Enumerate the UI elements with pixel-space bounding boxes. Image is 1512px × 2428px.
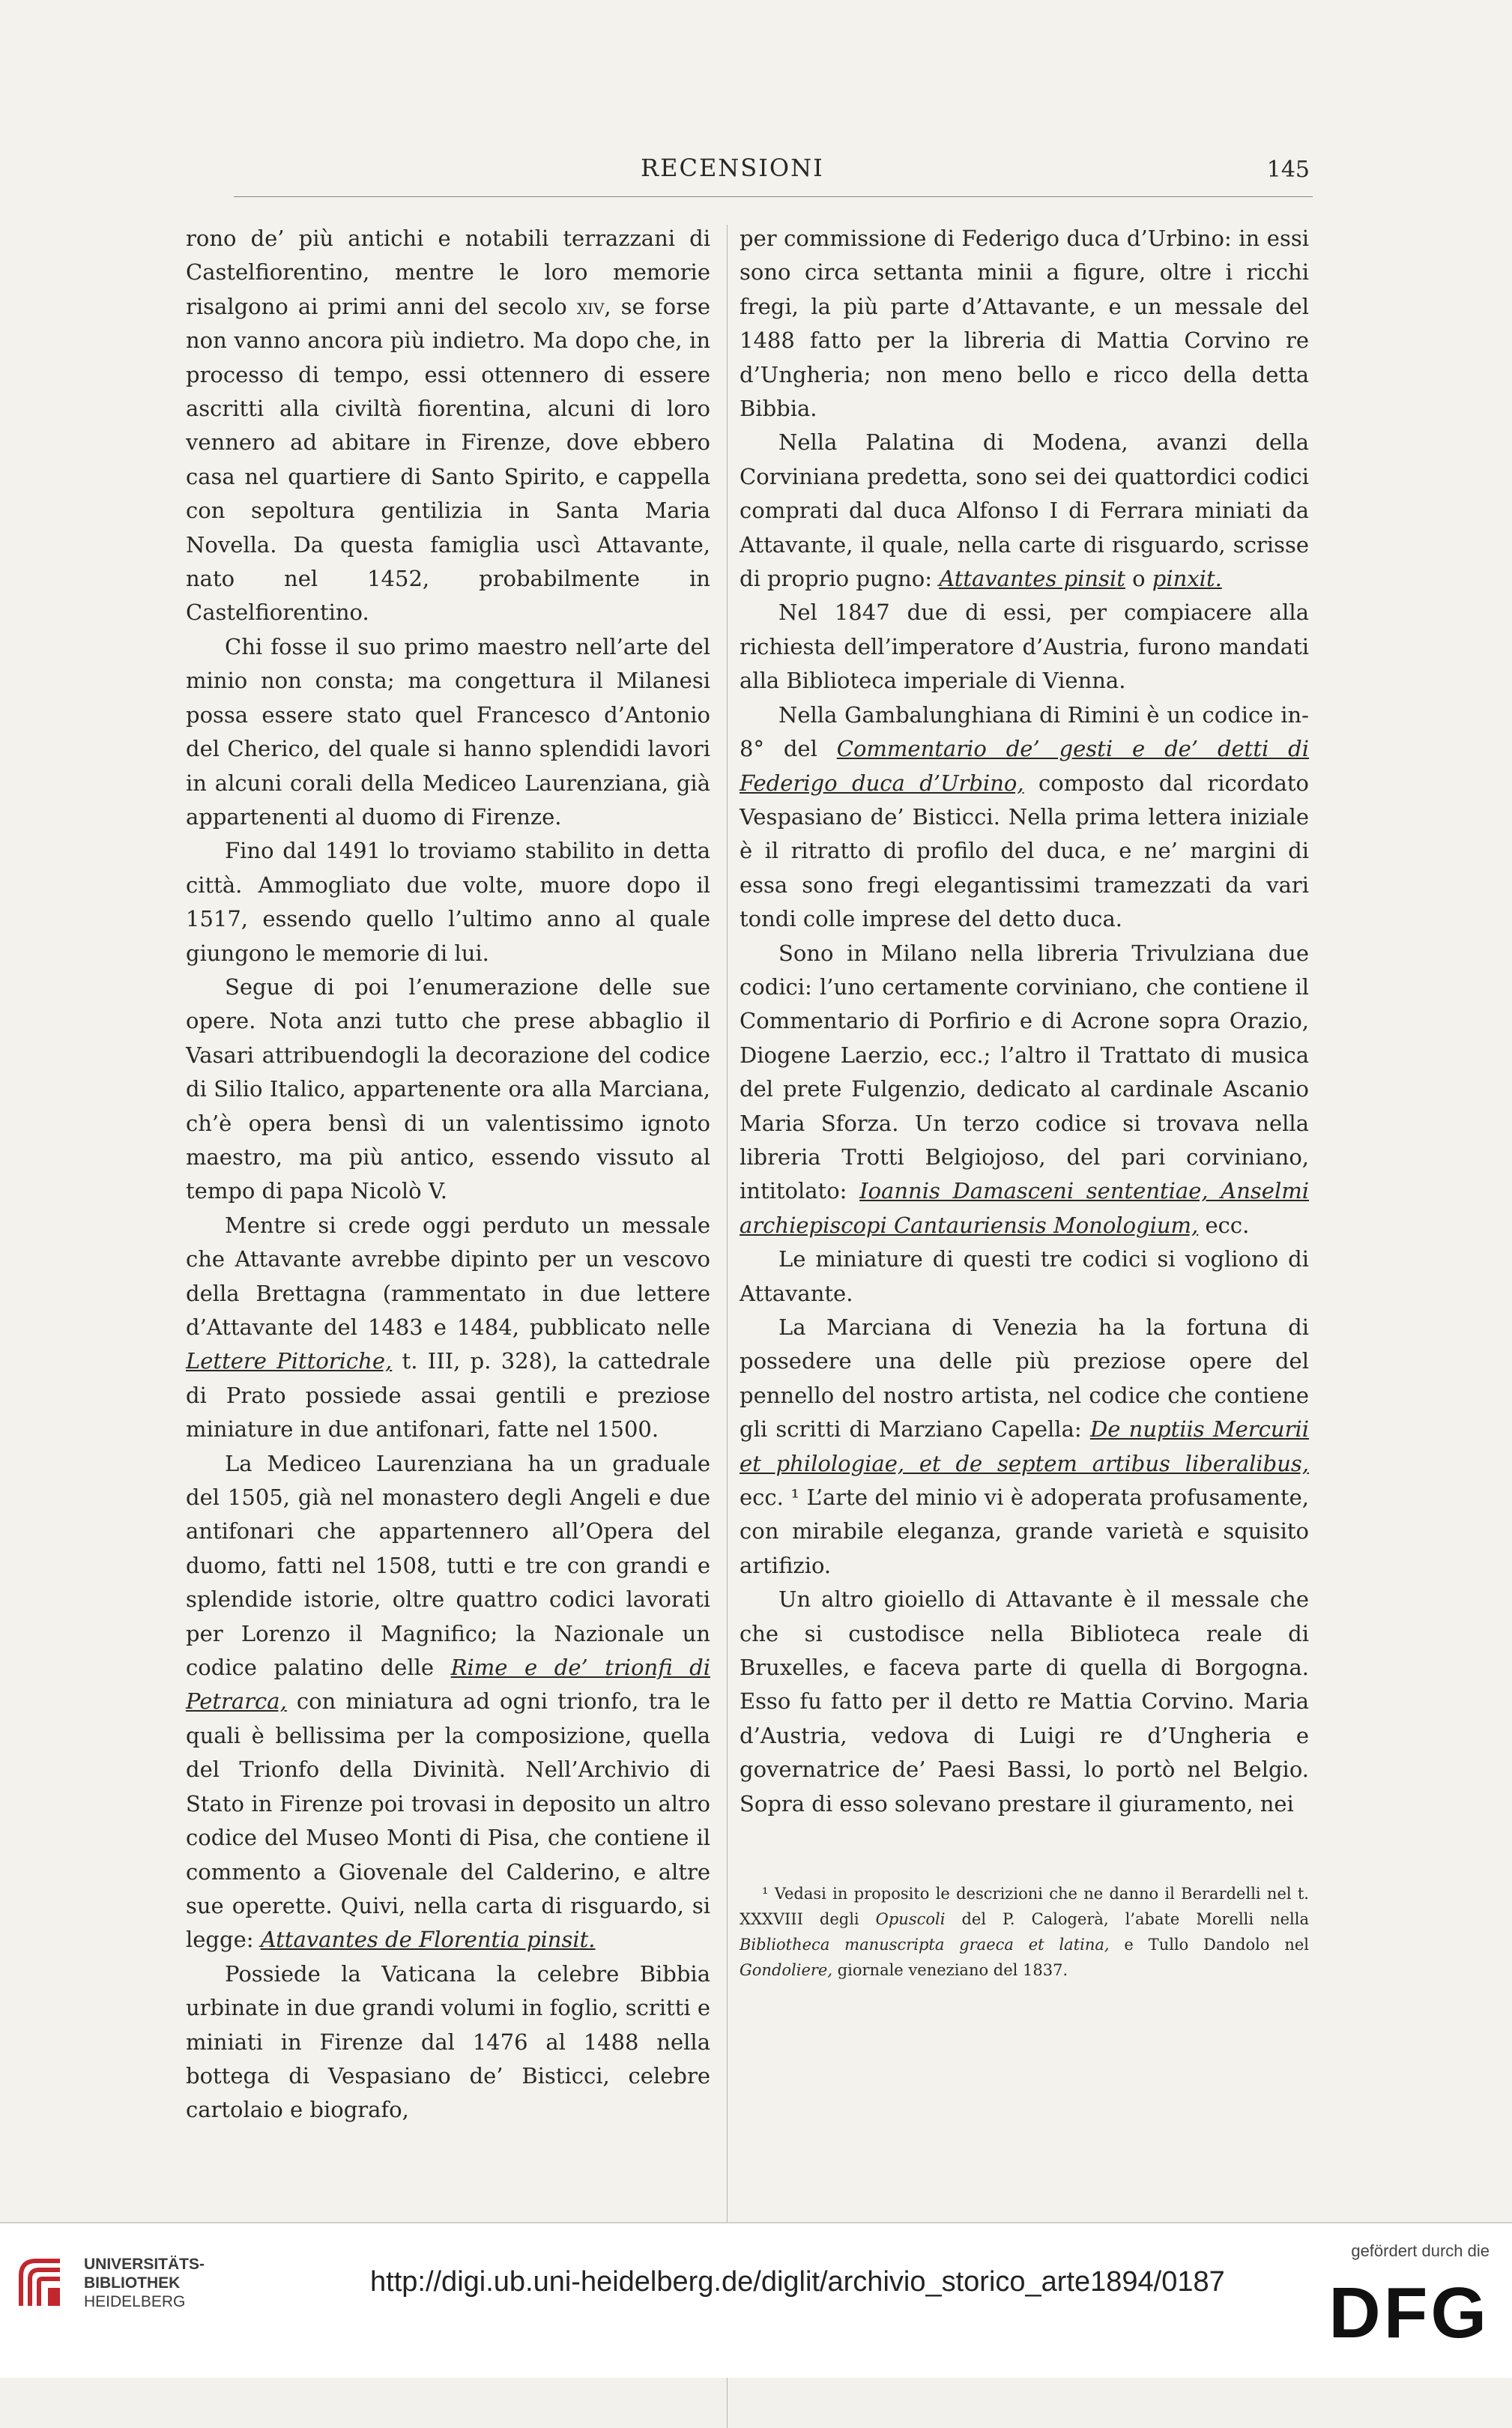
italic-title: Ioannis Damasceni sententiae, Anselmi archiepiscopi Cantauriensis Monologium,: [740, 1178, 1310, 1238]
text-run: La Marciana di Venezia ha la fortuna di possedere una delle più preziose opere del pennello del nostro artista, nel codice che contiene gli scritti di Marziano Capella:: [740, 1314, 1309, 1443]
header-rule: [234, 196, 1313, 197]
text-run: , se forse non vanno ancora più indietro. Ma dopo che, in processo di tempo, essi ottennero di essere ascritti alla civiltà fiorentina, alcuni di loro vennero ad abitare in Firenze, dove ebbero casa nel quartiere di Santo Spirito, e cappella con sepoltura gentilizia in Santa Maria Novella. Da questa famiglia uscì Attavante, nato nel 1452, probabilmente in Castelfiorentino.: [186, 293, 710, 626]
paragraph: [186, 1957, 710, 2127]
paragraph: [740, 596, 1309, 698]
italic-title: Gondoliere,: [740, 1961, 833, 1979]
paragraph: [186, 1447, 710, 1957]
text-run: Possiede la Vaticana la celebre Bibbia urbinate in due grandi volumi in foglio, scritti e miniati in Firenze dal 1476 al 1488 nella bottega di Vespasiano de’ Bisticci, celebre cartolaio e biografo,: [186, 1960, 711, 2123]
text-run: del P. Calogerà, l’abate Morelli nella: [945, 1910, 1309, 1928]
text-run: Chi fosse il suo primo maestro nell’arte del minio non consta; ma congettura il Milanesi possa essere stato quel Francesco d’Antonio del Cherico, del quale si hanno splendidi lavori in alcuni corali della Mediceo Laurenziana, già appartenenti al duomo di Firenze.: [186, 633, 710, 830]
text-run: composto dal ricordato Vespasiano de’ Bisticci. Nella prima lettera iniziale è il ritratto di profilo del duca, e ne’ margini di essa sono fregi elegantissimi tramezzati da vari tondi colle imprese del detto duca.: [740, 770, 1309, 932]
text-run: Le miniature di questi tre codici si vogliono di Attavante.: [740, 1246, 1309, 1306]
text-run: ecc.: [1198, 1212, 1250, 1238]
text-run: Sono in Milano nella libreria Trivulziana due codici: l’uno certamente corviniano, che contiene il Commentario di Porfirio e di Acrone sopra Orazio, Diogene Laerzio, ecc.; l’altro il Trattato di musica del prete Fulgenzio, dedicato al cardinale Ascanio Maria Sforza. Un terzo codice si trovava nella libreria Trotti Belgiojoso, del pari corviniano, intitolato:: [740, 940, 1309, 1204]
italic-title: Bibliotheca manuscripta graeca et latina,: [740, 1936, 1110, 1954]
paragraph: [740, 426, 1309, 596]
running-title: RECENSIONI: [641, 154, 824, 182]
text-run: La Mediceo Laurenziana ha un graduale del 1505, già nel monastero degli Angeli e due antifonari che appartennero all’Opera del duomo, fatti nel 1508, tutti e tre con grandi e splendide istorie, oltre quattro codici lavorati per Lorenzo il Magnifico; la Nazionale un codice palatino delle: [186, 1450, 710, 1681]
text-run: ¹ Vedasi in proposito le descrizioni che ne danno il Berardelli nel t. XXXVIII degli: [740, 1885, 1309, 1928]
paragraph: [186, 630, 710, 834]
italic-title: Attavantes de Florentia pinsit.: [260, 1927, 596, 1953]
small-caps-text: xiv: [576, 293, 605, 319]
library-name-line: UNIVERSITÄTS-: [84, 2256, 205, 2273]
paragraph: [740, 1242, 1309, 1311]
italic-title: pinxit.: [1152, 566, 1222, 592]
left-column: [186, 222, 710, 2127]
text-run: ecc. ¹ L’arte del minio vi è adoperata profusamente, con mirabile eleganza, grande varietà e squisito artifizio.: [740, 1485, 1309, 1578]
text-run: Un altro gioiello di Attavante è il messale che che si custodisce nella Biblioteca reale di Bruxelles, e faceva parte di quella di Borgogna. Esso fu fatto per il detto re Mattia Corvino. Maria d’Austria, vedova di Luigi re d’Ungheria e governatrice de’ Paesi Bassi, lo portò nel Belgio. Sopra di esso solevano prestare il giuramento, nei: [740, 1586, 1309, 1817]
right-column: [740, 222, 1309, 1821]
italic-title: De nuptiis Mercurii et philologiae, et de septem artibus liberalibus,: [740, 1416, 1310, 1476]
ub-heidelberg-logo-icon: [15, 2253, 75, 2313]
text-run: o: [1125, 566, 1152, 592]
column-divider: [727, 225, 728, 2428]
dfg-logo: DFG: [1328, 2273, 1490, 2353]
text-run: Nella Palatina di Modena, avanzi della Corviniana predetta, sono sei dei quattordici codici comprati dal duca Alfonso I di Ferrara miniati da Attavante, il quale, nella carte di risguardo, scrisse di proprio pugno:: [740, 429, 1309, 592]
text-run: Nella Gambalunghiana di Rimini è un codice in-8° del: [740, 701, 1309, 762]
text-run: giornale veneziano del 1837.: [832, 1961, 1068, 1979]
italic-title: Commentario de’ gesti e de’ detti di Federigo duca d’Urbino,: [740, 736, 1310, 796]
paragraph: [740, 222, 1309, 426]
text-run: Segue di poi l’enumerazione delle sue opere. Nota anzi tutto che prese abbaglio il Vasari attribuendogli la decorazione del codice di Silio Italico, appartenente ora alla Marciana, ch’è opera bensì di un valentissimo ignoto maestro, ma più antico, essendo vissuto al tempo di papa Nicolò V.: [186, 973, 710, 1204]
permalink-url[interactable]: http://digi.ub.uni-heidelberg.de/diglit/archivio_storico_arte1894/0187: [370, 2266, 1225, 2298]
text-run: t. III, p. 328), la cattedrale di Prato possiede assai gentili e preziose miniature in due antifonari, fatte nel 1500.: [186, 1348, 711, 1443]
text-run: per commissione di Federigo duca d’Urbino: in essi sono circa settanta minii a figure, oltre i ricchi fregi, la più parte d’Attavante, e un messale del 1488 fatto per la libreria di Mattia Corvino re d’Ungheria; non meno bello e ricco della detta Bibbia.: [740, 226, 1309, 422]
italic-title: Opuscoli: [875, 1910, 946, 1928]
text-run: con miniatura ad ogni trionfo, tra le quali è bellissima per la composizione, quella del Trionfo della Divinità. Nell’Archivio di Stato in Firenze poi trovasi in deposito un altro codice del Museo Monti di Pisa, che contiene il commento a Giovenale del Calderino, e altre sue operette. Quivi, nella carta di risguardo, si legge:: [186, 1688, 710, 1953]
digitization-banner: [0, 2222, 1512, 2378]
paragraph: [740, 698, 1309, 937]
text-run: rono de’ più antichi e notabili terrazzani di Castelfiorentino, mentre le loro memorie risalgono ai primi anni del secolo: [186, 226, 710, 319]
paragraph: [740, 1583, 1309, 1821]
paragraph: [186, 834, 710, 970]
library-name-line: HEIDELBERG: [84, 2293, 186, 2310]
paragraph: [740, 937, 1309, 1243]
paragraph: [186, 970, 710, 1209]
italic-title: Rime e de’ trionfi di Petrarca,: [186, 1655, 710, 1715]
text-run: Mentre si crede oggi perduto un messale che Attavante avrebbe dipinto per un vescovo della Brettagna (rammentato in due lettere d’Attavante del 1483 e 1484, pubblicato nelle: [186, 1212, 710, 1340]
paragraph: [740, 1311, 1309, 1583]
running-head: [0, 154, 1512, 191]
paragraph: [186, 1209, 710, 1447]
library-name-line: BIBLIOTHEK: [84, 2274, 181, 2292]
page-number: 145: [1266, 157, 1310, 183]
text-run: e Tullo Dandolo nel: [1109, 1936, 1309, 1954]
text-run: Nel 1847 due di essi, per compiacere alla richiesta dell’imperatore d’Austria, furono mandati alla Biblioteca imperiale di Vienna.: [740, 600, 1309, 694]
library-name: [84, 2255, 205, 2311]
paragraph: [186, 222, 710, 630]
italic-title: Lettere Pittoriche,: [186, 1348, 393, 1374]
funding-caption: gefördert durch die: [1351, 2241, 1490, 2260]
italic-title: Attavantes pinsit: [939, 566, 1125, 592]
text-run: Fino dal 1491 lo troviamo stabilito in detta città. Ammogliato due volte, muore dopo il 1517, essendo quello l’ultimo anno al quale giungono le memorie di lui.: [186, 838, 710, 966]
footnote: [740, 1881, 1309, 1983]
footnote-text: [740, 1881, 1309, 1983]
